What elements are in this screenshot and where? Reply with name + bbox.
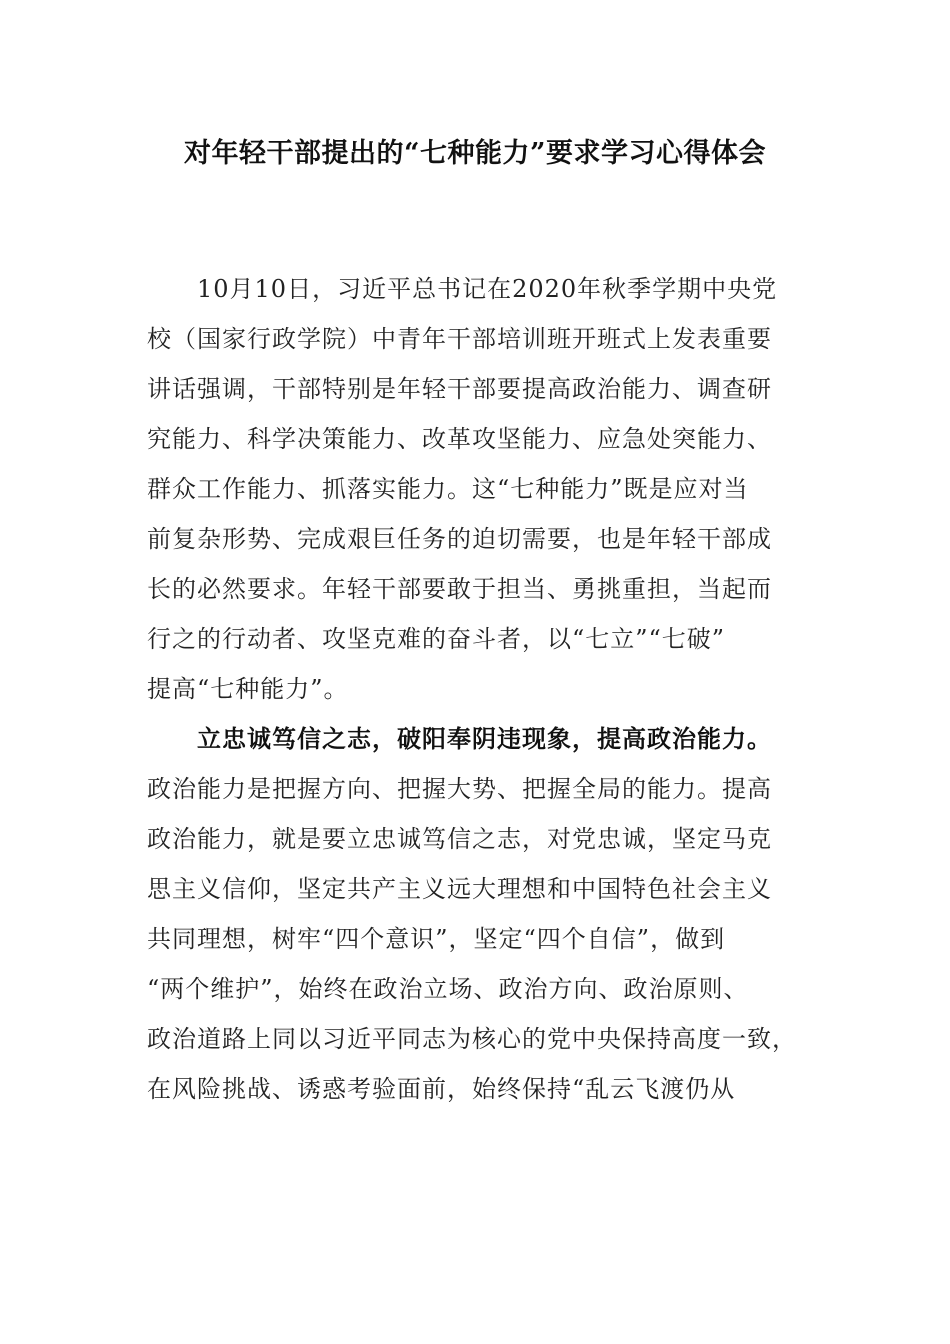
paragraph-line: 提高“七种能力”。 [147,675,349,703]
document-title: 对年轻干部提出的“七种能力”要求学习心得体会 [183,138,767,169]
paragraph-line: 长的必然要求。年轻干部要敢于担当、勇挑重担，当起而 [147,575,772,603]
paragraph-line: 思主义信仰，坚定共产主义远大理想和中国特色社会主义 [147,875,772,903]
paragraph-line: 讲话强调，干部特别是年轻干部要提高政治能力、调查研 [147,375,772,403]
paragraph-line: 前复杂形势、完成艰巨任务的迫切需要，也是年轻干部成 [147,525,772,553]
paragraph-line: “两个维护”，始终在政治立场、政治方向、政治原则、 [147,975,749,1003]
paragraph-line: 共同理想，树牢“四个意识”，坚定“四个自信”，做到 [147,925,726,953]
paragraph-line: 校（国家行政学院）中青年干部培训班开班式上发表重要 [147,325,772,353]
paragraph-political-ability [147,714,795,1114]
paragraph-line: 10月10日，习近平总书记在2020年秋季学期中央党 [197,275,778,303]
paragraph-line: 政治能力是把握方向、把握大势、把握全局的能力。提高 [147,775,772,803]
paragraph-intro [147,264,795,714]
paragraph-line: 行之的行动者、攻坚克难的奋斗者，以“七立”“七破” [147,625,726,653]
paragraph-line: 政治能力，就是要立忠诚笃信之志，对党忠诚，坚定马克 [147,825,772,853]
paragraph-line: 在风险挑战、诱惑考验面前，始终保持“乱云飞渡仍从 [147,1075,736,1103]
section-heading: 立忠诚笃信之志，破阳奉阴违现象，提高政治能力。 [197,724,772,753]
paragraph-line: 群众工作能力、抓落实能力。这“七种能力”既是应对当 [147,475,749,503]
paragraph-line: 政治道路上同以习近平同志为核心的党中央保持高度一致， [147,1025,797,1053]
paragraph-line: 究能力、科学决策能力、改革攻坚能力、应急处突能力、 [147,425,772,453]
